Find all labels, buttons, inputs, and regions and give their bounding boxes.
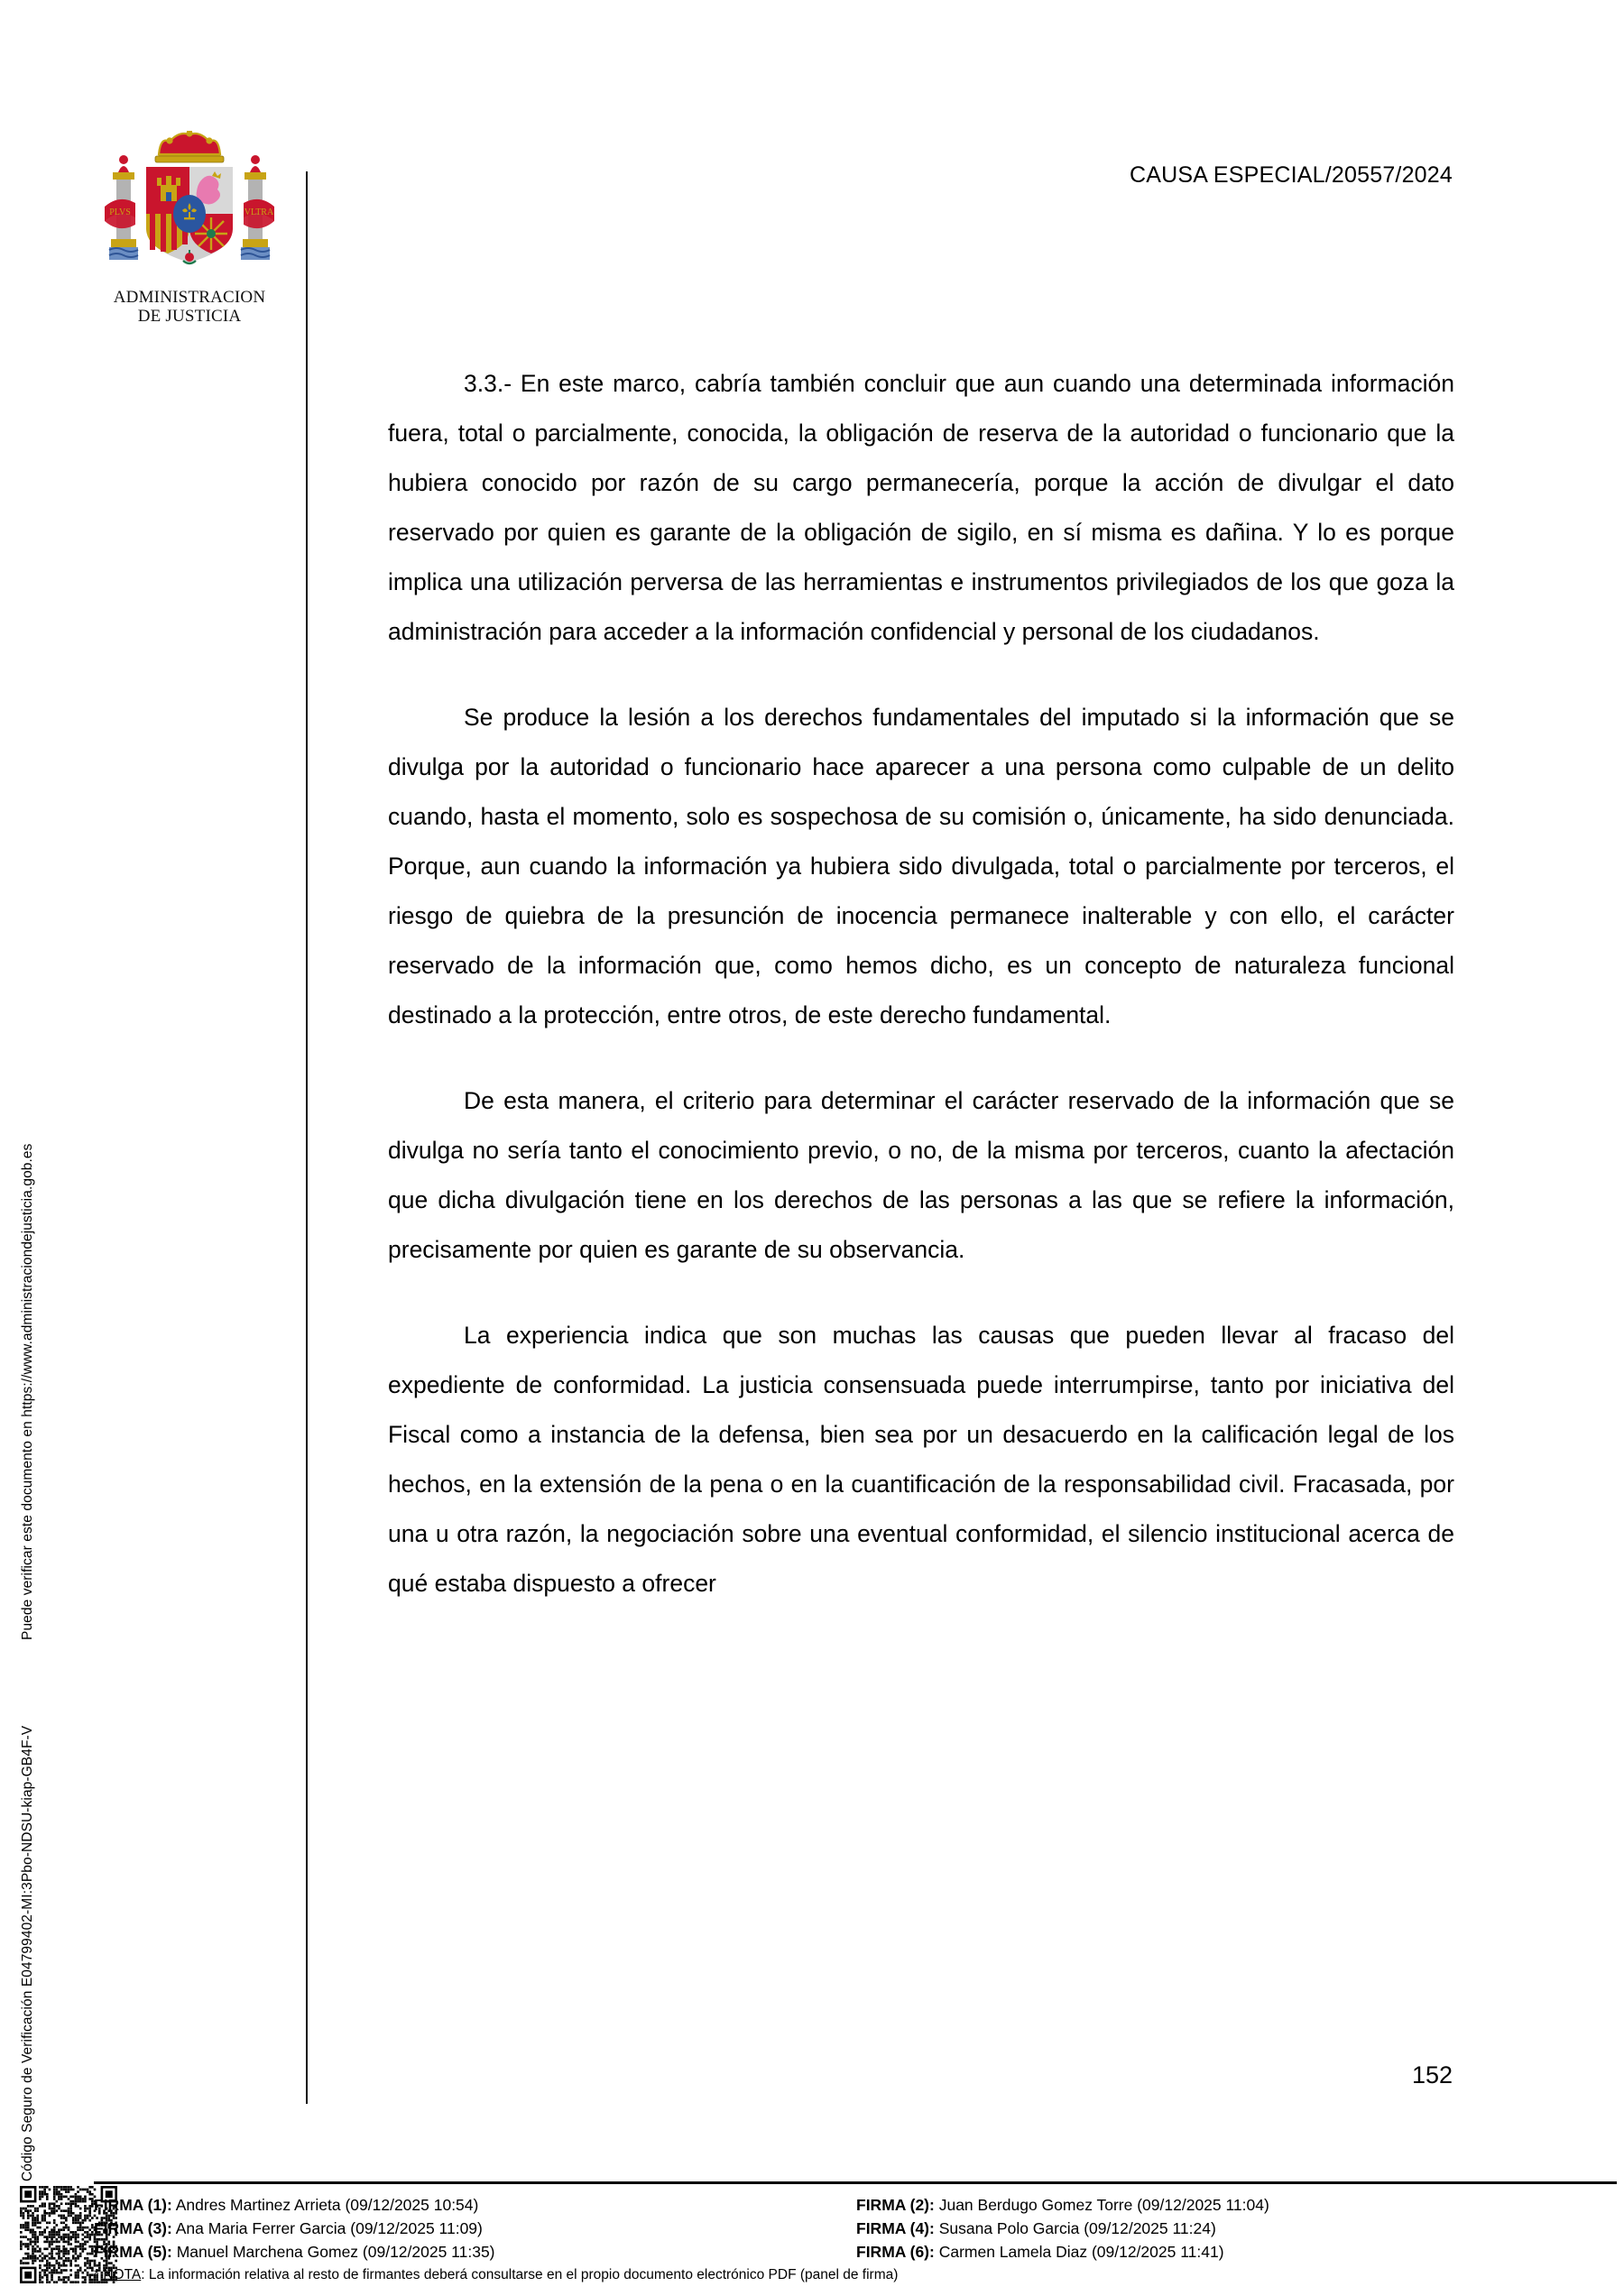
signature-row (856, 2240, 1619, 2264)
signature-label: FIRMA (1): (94, 2196, 172, 2214)
signature-value: Susana Polo Garcia (09/12/2025 11:24) (934, 2219, 1216, 2237)
emblem-caption-line-1: ADMINISTRACION (113, 288, 266, 307)
shield-shape (146, 167, 233, 263)
signature-label: FIRMA (4): (856, 2219, 935, 2237)
paragraph: 3.3.- En este marco, cabría también concluir que aun cuando una determinada información fuera, total o parcialmente, conocida, la obligación de reserva de la autoridad o funcionario que la hubiera conocido por razón de su cargo permanecería, porque la acción de divulgar el dato reservado por quien es garante de la obligación de sigilo, en sí misma es dañina. Y lo es porque implica una utilización perversa de las herramientas e instrumentos privilegiados de los que goza la administración para acceder a la información confidencial y personal de los ciudadanos. (388, 370, 1454, 645)
signature-label: FIRMA (3): (94, 2219, 172, 2237)
signature-row (94, 2193, 856, 2217)
crown-shape (155, 131, 224, 162)
signature-row (856, 2217, 1619, 2240)
page-number: 152 (1411, 2061, 1453, 2089)
signature-column-right (856, 2193, 1619, 2264)
signature-row (856, 2193, 1619, 2217)
signature-label: FIRMA (5): (94, 2243, 172, 2261)
signature-value: Andres Martinez Arrieta (09/12/2025 10:54) (171, 2196, 479, 2214)
signature-row (94, 2240, 856, 2264)
verification-code-text: Código Seguro de Verificación E04799402-MI:3Pbo-NDSU-kiap-GB4F-V (20, 1725, 35, 2181)
coat-of-arms-icon (99, 131, 280, 284)
signature-block (94, 2193, 1619, 2264)
footer-note (94, 2266, 898, 2284)
ribbon-text-right: VLTRA (244, 207, 274, 217)
paragraph: La experiencia indica que son muchas las causas que pueden llevar al fracaso del expediente de conformidad. La justicia consensuada puede interrumpirse, tanto por iniciativa del Fiscal como a instancia de la defensa, bien sea por un desacuerdo en la calificación legal de los hechos, en la extensión de la pena o en la cuantificación de la responsabilidad civil. Fracasada, por una u otra razón, la negociación sobre una eventual conformidad, el silencio institucional acerca de qué estaba dispuesto a ofrecer (388, 1322, 1454, 1597)
emblem-caption-line-2: DE JUSTICIA (137, 307, 242, 327)
paragraph: Se produce la lesión a los derechos fundamentales del imputado si la información que se divulga por la autoridad o funcionario hace aparecer a una persona como culpable de un delito cuando, hasta el momento, solo es sospechosa de su comisión o, únicamente, ha sido denunciada. Porque, aun cuando la información ya hubiera sido divulgada, total o parcialmente por terceros, el riesgo de quiebra de la presunción de inocencia permanece inalterable y con ello, el carácter reservado de la información que, como hemos dicho, es un concepto de naturaleza funcional destinado a la protección, entre otros, de este derecho fundamental. (388, 704, 1454, 1028)
coat-of-arms (99, 131, 280, 327)
signature-row (94, 2217, 856, 2240)
ribbon-text-left: PLVS (109, 207, 131, 217)
document-body (388, 359, 1454, 1609)
vertical-divider (306, 171, 308, 2104)
signature-value: Carmen Lamela Diaz (09/12/2025 11:41) (934, 2243, 1224, 2261)
signature-value: Manuel Marchena Gomez (09/12/2025 11:35) (171, 2243, 495, 2261)
verification-url-text: Puede verificar este documento en https://www.administraciondejusticia.gob.es (20, 1143, 35, 1640)
footer-note-body: : La información relativa al resto de firmantes deberá consultarse en el propio documento electrónico PDF (panel de firma) (141, 2267, 899, 2282)
case-reference-header: CAUSA ESPECIAL/20557/2024 (1129, 162, 1453, 188)
signature-label: FIRMA (6): (856, 2243, 935, 2261)
signature-label: FIRMA (2): (856, 2196, 935, 2214)
signature-value: Juan Berdugo Gomez Torre (09/12/2025 11:04) (934, 2196, 1269, 2214)
footer-note-keyword: NOTA (103, 2267, 142, 2282)
paragraph: De esta manera, el criterio para determinar el carácter reservado de la información que se divulga no sería tanto el conocimiento previo, o no, de la misma por terceros, cuanto la afectación que dicha divulgación tiene en los derechos de las personas a las que se refiere la información, precisamente por quien es garante de su observancia. (388, 1087, 1454, 1263)
emblem-caption (99, 288, 280, 327)
footer-divider (94, 2181, 1617, 2184)
signature-value: Ana Maria Ferrer Garcia (09/12/2025 11:09) (171, 2219, 483, 2237)
signature-column-left (94, 2193, 856, 2264)
verification-sidebar (0, 0, 63, 2181)
footer-note-prefix: * (94, 2267, 104, 2282)
